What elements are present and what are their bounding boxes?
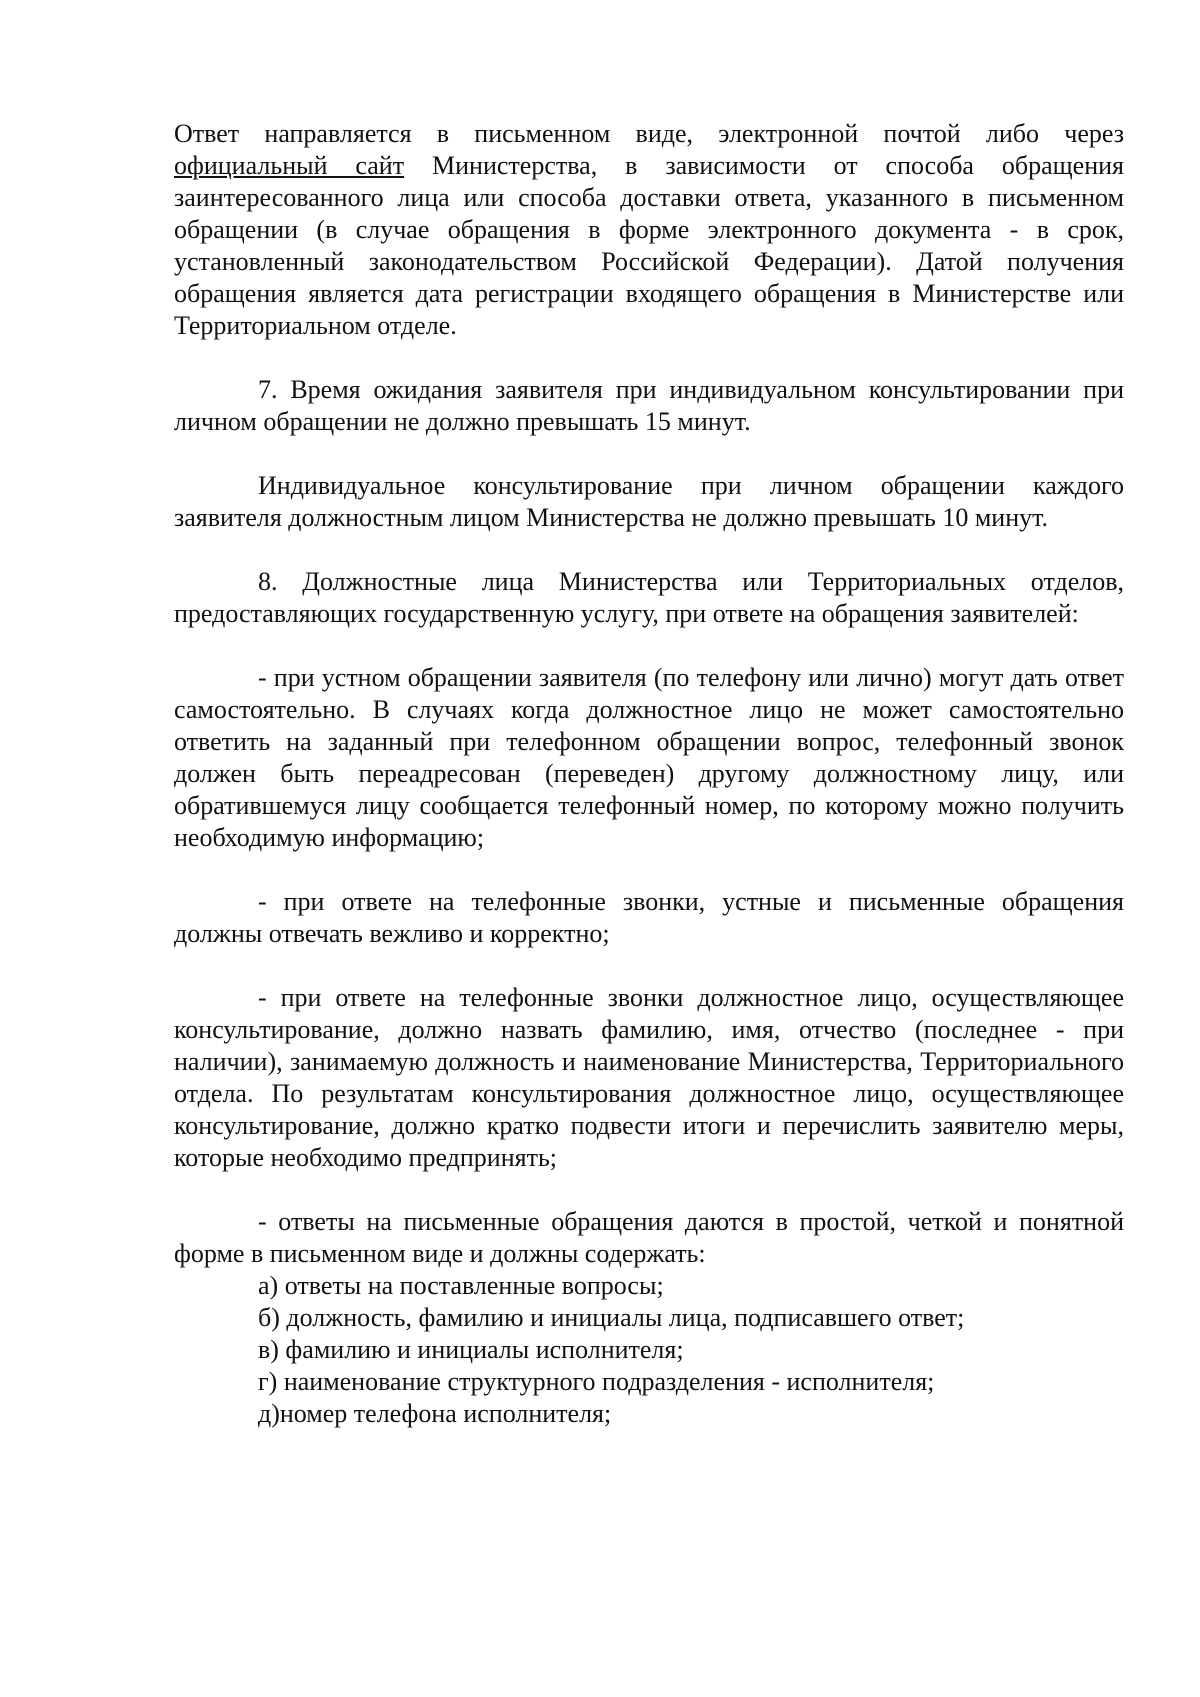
document-page (174, 118, 1124, 1430)
list-item: г) наименование структурного подразделения - исполнителя; (258, 1367, 935, 1396)
paragraph-consultation-time: Индивидуальное консультирование при личном обращении каждого заявителя должностным лицом Министерства не должно превышать 10 минут. (174, 471, 1124, 532)
list-item: б) должность, фамилию и инициалы лица, подписавшего ответ; (258, 1303, 965, 1332)
paragraph-text: Ответ направляется в письменном виде, электронной почтой либо через (174, 119, 1124, 148)
official-site-link[interactable]: официальный сайт (174, 151, 405, 180)
list-item: д)номер телефона исполнителя; (258, 1399, 612, 1428)
paragraph-response-method (174, 118, 1124, 342)
paragraph-text: Министерства, в зависимости от способа обращения заинтересованного лица или способа доставки ответа, указанного в письменном обращении (в случае обращения в форме электронного документа - в срок, установленный законодательством Российской Федерации). Датой получения обращения является дата регистрации входящего обращения в Министерстве или Территориальном отделе. (174, 151, 1124, 340)
paragraph-officials: 8. Должностные лица Министерства или Территориальных отделов, предоставляющих государственную услугу, при ответе на обращения заявителей: (174, 567, 1124, 628)
paragraph-politeness: - при ответе на телефонные звонки, устные и письменные обращения должны отвечать вежливо и корректно; (174, 887, 1124, 948)
paragraph-oral-request: - при устном обращении заявителя (по телефону или лично) могут дать ответ самостоятельно. В случаях когда должностное лицо не может самостоятельно ответить на заданный при телефонном обращении вопрос, телефонный звонок должен быть переадресован (переведен) другому должностному лицу, или обратившемуся лицу сообщается телефонный номер, по которому можно получить необходимую информацию; (174, 663, 1124, 852)
answer-contents-list (174, 1270, 1124, 1430)
list-item: в) фамилию и инициалы исполнителя; (258, 1335, 684, 1364)
paragraph-waiting-time: 7. Время ожидания заявителя при индивидуальном консультировании при личном обращении не должно превышать 15 минут. (174, 375, 1124, 436)
list-item: а) ответы на поставленные вопросы; (258, 1271, 664, 1300)
paragraph-phone-answer: - при ответе на телефонные звонки должностное лицо, осуществляющее консультирование, должно назвать фамилию, имя, отчество (последнее - при наличии), занимаемую должность и наименование Министерства, Территориального отдела. По результатам консультирования должностное лицо, осуществляющее консультирование, должно кратко подвести итоги и перечислить заявителю меры, которые необходимо предпринять; (174, 983, 1124, 1172)
paragraph-written-answers: - ответы на письменные обращения даются в простой, четкой и понятной форме в письменном виде и должны содержать: (174, 1207, 1124, 1268)
